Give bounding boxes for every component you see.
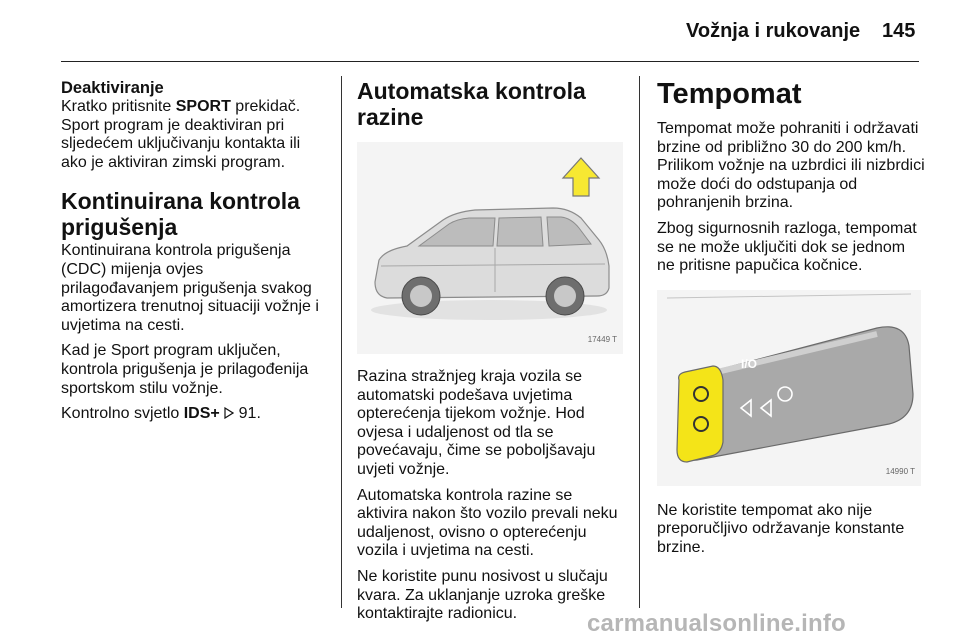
page-number: 145: [882, 20, 916, 42]
column-1: [61, 78, 325, 431]
cdc-paragraph-2: Kad je Sport program uključen, kontrola prigušenja je prilagođenija sportskom stilu vožnje.: [61, 342, 309, 397]
cruise-stalk-illustration: [657, 290, 921, 486]
cruise-paragraph-3: Ne koristite tempomat ako nije preporučljivo održavanje konstante brzine.: [657, 501, 905, 556]
cruise-paragraph-2: Zbog sigurnosnih razloga, tempomat se ne može uključiti dok se jednom ne pritisne papučica kočnice.: [657, 219, 917, 275]
cdc-paragraph-1: Kontinuirana kontrola prigušenja (CDC) mijenja ovjes prilagođavanjem prigušenja svakog amortizera trenutnoj situaciji vožnje i uvjetima na cesti.: [61, 242, 319, 334]
svg-text:I/O: I/O: [741, 356, 758, 371]
figure-code: 14990 T: [885, 467, 915, 477]
deactivation-text: [61, 98, 325, 172]
stalk-figure: [657, 290, 921, 486]
level-control-paragraph-3: Ne koristite punu nosivost u slučaju kvara. Za uklanjanje uzroka greške kontaktirajte radionicu.: [357, 567, 608, 623]
page-ref-arrow-icon: [224, 405, 234, 424]
text-run: Kratko pritisnite: [61, 98, 176, 115]
cdc-paragraph-3: [61, 405, 325, 424]
text-run: Kontrolno svjetlo: [61, 405, 184, 423]
page-ref[interactable]: 91.: [234, 405, 261, 423]
figure-code: 17449 T: [587, 335, 617, 345]
ids-label: IDS+: [183, 405, 220, 423]
cruise-control-heading: Tempomat: [657, 78, 802, 110]
level-control-paragraph-1: Razina stražnjeg kraja vozila se automatski podešava uvjetima opterećenja tijekom vožnje. Hod ovjesa i udaljenost od tla se povećavaju, čime se poboljšavaju uvjeti vožnje.: [357, 368, 596, 478]
header-rule: [61, 61, 919, 62]
cruise-paragraph-1: Tempomat može pohraniti i održavati brzine od približno 30 do 200 km/h. Prilikom vožnje na uzbrdici ili nizbrdici može doći do odstupanja od pohranjenih brzina.: [657, 120, 925, 212]
watermark-link[interactable]: carmanualsonline.info: [587, 610, 846, 637]
page-header: [0, 0, 960, 60]
column-divider-1: [341, 76, 342, 608]
cdc-heading: Kontinuirana kontrola prigušenja: [61, 188, 300, 241]
text-run: prekidač. Sport program je deaktiviran pri sljedećem uključivanju kontakta ili ako je aktiviran zimski program.: [61, 98, 301, 171]
sport-key-label: SPORT: [175, 98, 231, 115]
column-3: [657, 78, 925, 565]
column-divider-2: [639, 76, 640, 608]
level-control-heading: Automatska kontrola razine: [357, 78, 586, 130]
column-2: [357, 78, 623, 631]
deactivation-heading: Deaktiviranje: [61, 79, 164, 97]
car-figure: [357, 142, 623, 354]
level-control-paragraph-2: Automatska kontrola razine se aktivira nakon što vozilo prevali neku udaljenost, ovisno o opterećenju vozila i uvjetima na cesti.: [357, 486, 618, 560]
car-illustration: [357, 142, 623, 354]
section-title: Vožnja i rukovanje: [686, 20, 861, 42]
